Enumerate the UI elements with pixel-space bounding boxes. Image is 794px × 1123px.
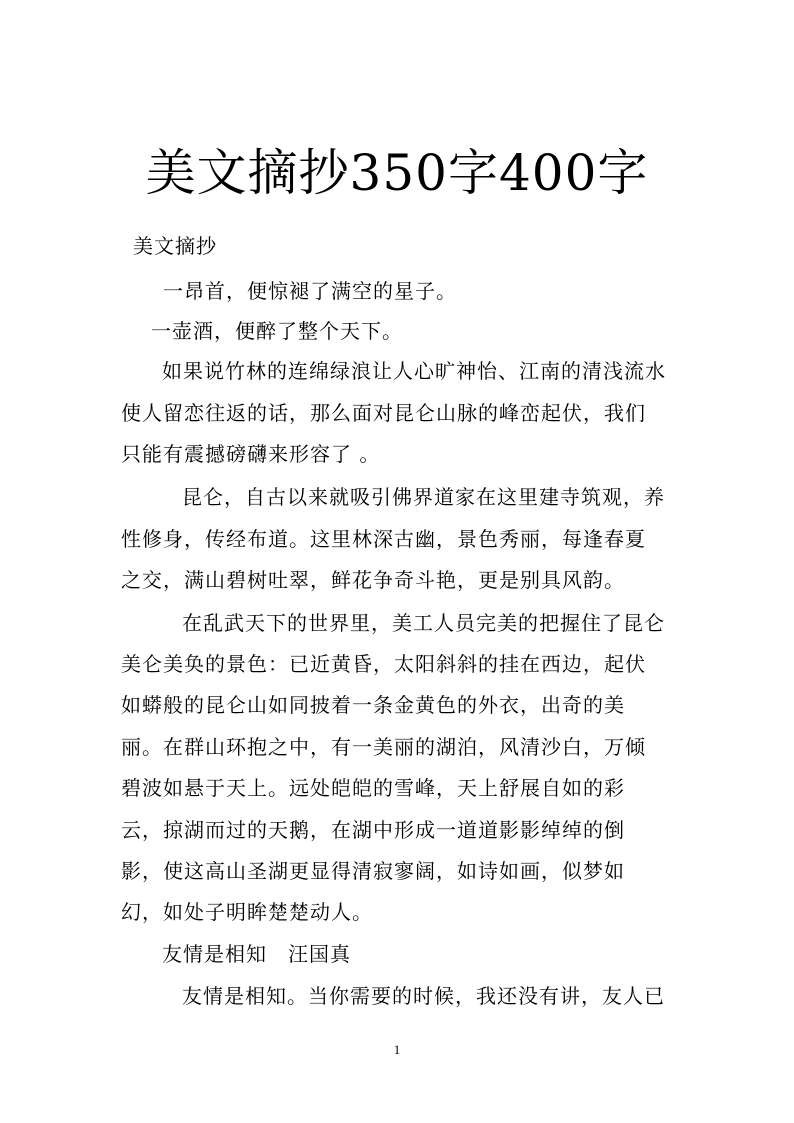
text-line: 一壶酒，便醉了整个天下。: [151, 319, 403, 343]
text-line: 性修身，传经布道。这里林深古幽，景色秀丽，每逢春夏: [121, 527, 646, 551]
section-heading: 美文摘抄: [133, 234, 217, 258]
text-line: 之交，满山碧树吐翠，鲜花争奇斗艳，更是别具风韵。: [121, 568, 625, 592]
text-line: 云，掠湖而过的天鹅，在湖中形成一道道影影绰绰的倒: [121, 818, 625, 842]
text-line: 影，使这高山圣湖更显得清寂寥阔，如诗如画，似梦如: [121, 859, 625, 883]
text-line: 碧波如悬于天上。远处皑皑的雪峰，天上舒展自如的彩: [121, 776, 625, 800]
text-line: 友情是相知。当你需要的时候，我还没有讲，友人已: [182, 984, 665, 1008]
text-line: 美仑美奂的景色：已近黄昏，太阳斜斜的挂在西边，起伏: [121, 652, 646, 676]
text-line: 在乱武天下的世界里，美工人员完美的把握住了昆仑: [182, 611, 665, 635]
section-heading: 友情是相知 汪国真: [162, 942, 351, 966]
text-line: 昆仑，自古以来就吸引佛界道家在这里建寺筑观，养: [182, 485, 665, 509]
text-line: 一昂首，便惊褪了满空的星子。: [163, 279, 457, 303]
text-line: 幻，如处子明眸楚楚动人。: [121, 900, 373, 924]
document-title: 美文摘抄350字400字: [145, 144, 649, 202]
text-line: 只能有震撼磅礴来形容了 。: [121, 442, 381, 466]
text-line: 丽。在群山环抱之中，有一美丽的湖泊，风清沙白，万倾: [121, 735, 646, 759]
text-line: 如果说竹林的连绵绿浪让人心旷神怡、江南的清浅流水: [162, 359, 666, 383]
text-line: 如蟒般的昆仑山如同披着一条金黄色的外衣，出奇的美: [121, 693, 625, 717]
page-number: 1: [393, 1042, 401, 1057]
text-line: 使人留恋往返的话，那么面对昆仑山脉的峰峦起伏，我们: [121, 401, 646, 425]
